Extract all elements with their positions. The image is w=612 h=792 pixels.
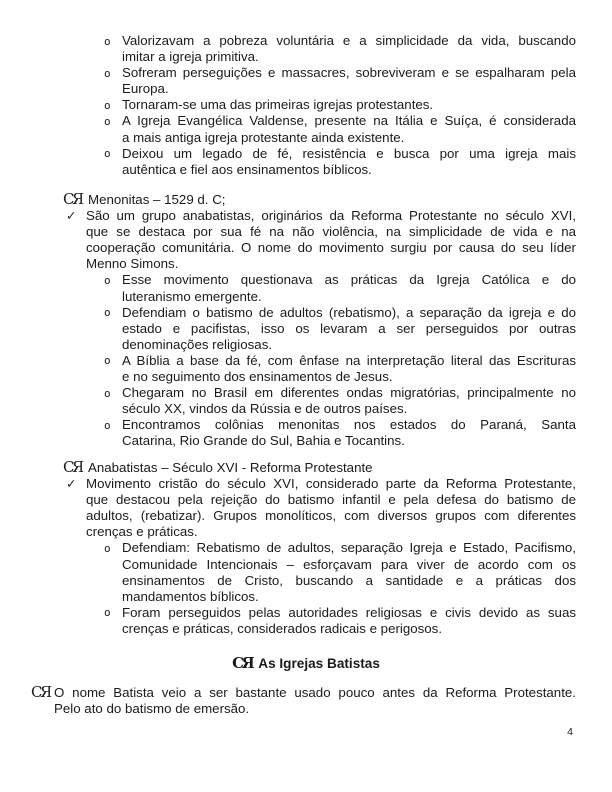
circle-bullet-icon: o [104, 34, 111, 48]
anabatistas-section [0, 460, 612, 637]
check-paragraph [66, 208, 576, 272]
text-line: mandamentos bíblicos. [122, 588, 259, 604]
circle-bullet-icon: o [104, 606, 111, 620]
section-title [63, 458, 576, 476]
valdenses-sublist [0, 33, 612, 178]
circle-bullet-icon: o [104, 114, 111, 128]
text-line: Encontramos colônias menonitas nos estados do Paraná, Santa [122, 417, 576, 433]
text-line: que destacou pela rejeição do batismo infantil e pela defesa do batismo de [86, 492, 576, 508]
text-line: Foram perseguidos pelas autoridades religiosas e civis devido as suas [122, 604, 576, 620]
circle-bullet-icon: o [104, 354, 111, 368]
text-line: adultos, (rebatizar). Grupos monolíticos, com diversos grupos com diferentes [86, 508, 576, 524]
heading-text: As Igrejas Batistas [258, 656, 380, 671]
scroll-bullet-icon: CЯ [232, 654, 253, 672]
menonitas-section [0, 192, 612, 450]
text-line: O nome Batista veio a ser bastante usado pouco antes da Reforma Protestante. [54, 685, 576, 700]
text-line: autêntica e fiel aos ensinamentos bíblicos. [122, 161, 372, 177]
text-line: crenças e práticas. [86, 524, 198, 540]
circle-bullet-icon: o [104, 386, 111, 400]
scroll-bullet-icon: CЯ [63, 190, 82, 208]
text-line: Pelo ato do batismo de emersão. [54, 701, 250, 717]
text-line: estado e pacifistas, isso os levaram a ser perseguidos por outras [122, 320, 576, 336]
circle-bullet-icon: o [104, 66, 111, 80]
text-line: denominações religiosas. [122, 336, 273, 352]
scroll-bullet-icon: CЯ [63, 458, 82, 476]
text-line: Movimento cristão do século XVI, considerado parte da Reforma Protestante, [86, 476, 576, 492]
list-item [104, 65, 576, 97]
list-item [104, 97, 576, 113]
check-bullet-icon: ✓ [66, 209, 77, 224]
scroll-bullet-icon: CЯ [31, 683, 50, 701]
text-line: luteranismo emergente. [122, 288, 262, 304]
text-line: imitar a igreja primitiva. [122, 49, 259, 65]
list-item [104, 417, 576, 449]
circle-bullet-icon: o [104, 541, 111, 555]
list-item [104, 113, 576, 145]
text-line: cooperação comunitária. O nome do movimento surgiu por causa do seu líder [86, 240, 576, 256]
text-line: crenças e práticas, considerados radicais e perigosos. [122, 620, 443, 636]
list-item [104, 540, 576, 604]
batistas-heading [0, 655, 612, 672]
text-line: Deixou um legado de fé, resistência e busca por uma igreja mais [122, 145, 576, 161]
list-item [104, 145, 576, 178]
list-item [104, 352, 576, 385]
page-number: 4 [567, 726, 573, 738]
text-line: que se destaca por sua fé na não violência, na simplicidade de vida e na [86, 224, 576, 240]
batistas-intro [0, 685, 612, 717]
text-line: Valorizavam a pobreza voluntária e a simplicidade da vida, buscando [122, 33, 576, 48]
text-line: Tornaram-se uma das primeiras igrejas protestantes. [122, 97, 434, 113]
text-line: Comunidade Intencionais – esforçavam para viver de acordo com os [122, 556, 576, 572]
circle-bullet-icon: o [104, 147, 111, 161]
text-line: São um grupo anabatistas, originários da Reforma Protestante no século XVI, [86, 208, 576, 224]
circle-bullet-icon: o [104, 418, 111, 432]
list-item [31, 683, 576, 717]
text-line: Catarina, Rio Grande do Sul, Bahia e Tocantins. [122, 433, 405, 449]
list-item [104, 33, 576, 65]
text-line: ensinamentos de Cristo, buscando a santidade e a práticas dos [122, 572, 576, 588]
list-item [104, 304, 576, 353]
check-paragraph [66, 476, 576, 540]
text-line: a mais antiga igreja protestante ainda existente. [122, 129, 405, 145]
text-line: A Igreja Evangélica Valdense, presente na Itália e Suíça, é considerada [122, 113, 576, 129]
circle-bullet-icon: o [104, 306, 111, 320]
list-item [104, 385, 576, 417]
section-title-text: Anabatistas – Século XVI - Reforma Protestante [88, 460, 373, 475]
text-line: Defendiam o batismo de adultos (rebatismo), a separação da igreja e do [122, 304, 576, 320]
text-line: Defendiam: Rebatismo de adultos, separação Igreja e Estado, Pacifismo, [122, 540, 576, 556]
section-title-text: Menonitas – 1529 d. C; [88, 192, 226, 207]
circle-bullet-icon: o [104, 98, 111, 112]
text-line: século XX, vindos da Rússia e de outros países. [122, 401, 408, 417]
list-item [104, 604, 576, 637]
text-line: Sofreram perseguições e massacres, sobreviveram e se espalharam pela [122, 65, 576, 81]
check-bullet-icon: ✓ [66, 477, 77, 492]
section-title [63, 190, 576, 208]
text-line: Esse movimento questionava as práticas da Igreja Católica e do [122, 272, 576, 288]
text-line: Chegaram no Brasil em diferentes ondas migratórias, principalmente no [122, 385, 576, 401]
text-line: e no seguimento dos ensinamentos de Jesus. [122, 369, 393, 385]
text-line: Menno Simons. [86, 256, 179, 272]
text-line: Europa. [122, 81, 169, 97]
circle-bullet-icon: o [104, 273, 111, 287]
text-line: A Bíblia a base da fé, com ênfase na interpretação literal das Escrituras [122, 352, 576, 368]
list-item [104, 272, 576, 304]
